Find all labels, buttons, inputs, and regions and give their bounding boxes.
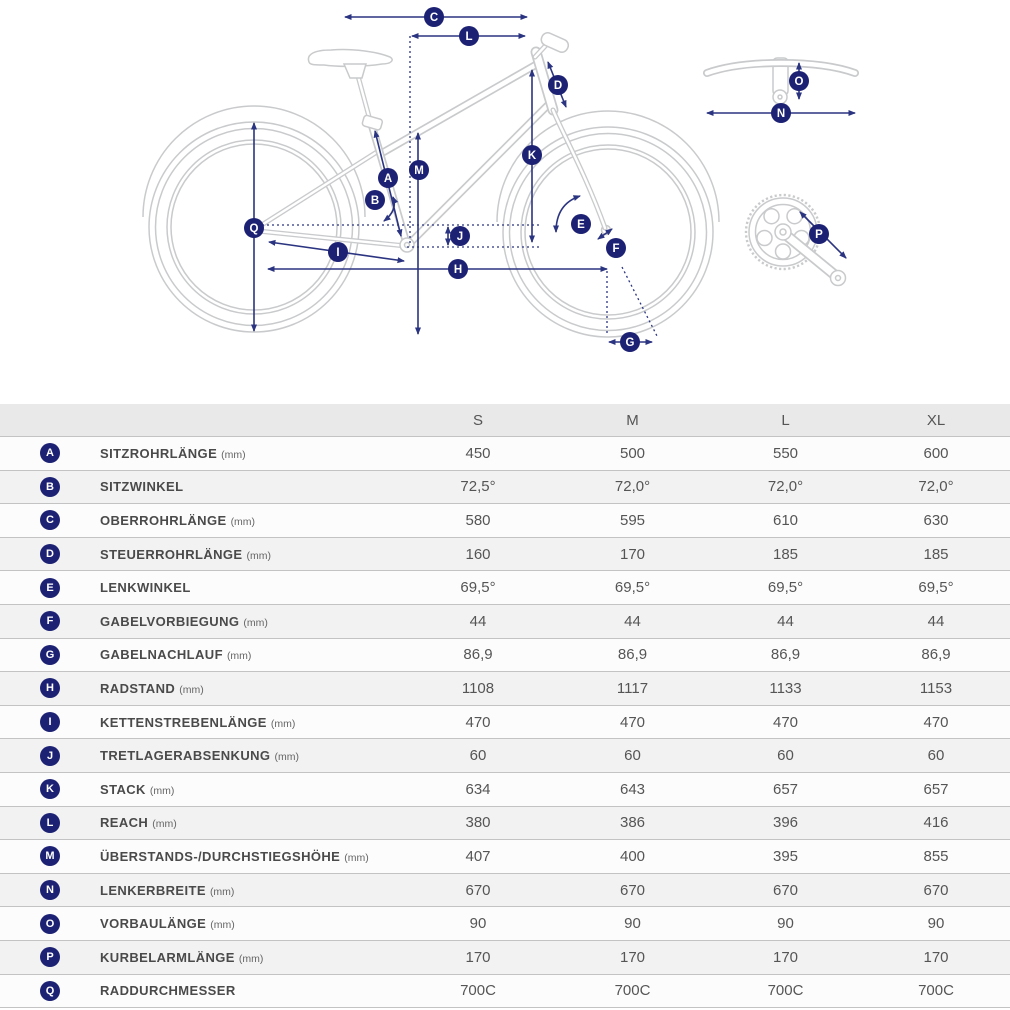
col-header-l: L — [781, 411, 790, 429]
row-unit: (mm) — [179, 683, 204, 696]
handlebar-top-view — [707, 58, 855, 104]
svg-text:C: C — [429, 12, 439, 24]
cell-l-s: 380 — [465, 814, 491, 832]
row-label: LENKWINKEL — [100, 580, 191, 596]
cell-m-s: 407 — [465, 847, 491, 865]
row-label: LENKERBREITE — [100, 882, 206, 898]
row-unit: (mm) — [149, 784, 175, 797]
row-label: SITZROHRLÄNGE — [100, 445, 218, 461]
row-letter-badge: A — [40, 443, 60, 463]
row-label: VORBAULÄNGE — [100, 916, 207, 932]
col-header-s: S — [472, 411, 483, 429]
cell-q-l: 700C — [767, 982, 804, 1000]
cell-k-s: 634 — [465, 780, 491, 798]
crankset — [746, 195, 846, 286]
cell-l-xl: 416 — [923, 814, 949, 832]
table-row — [0, 537, 1010, 571]
row-letter-badge: P — [40, 947, 60, 967]
row-unit: (mm) — [246, 549, 272, 562]
cell-o-s: 90 — [469, 915, 487, 933]
pedal-eye — [831, 271, 846, 286]
cell-p-m: 170 — [619, 948, 646, 966]
cell-b-m: 72,0° — [614, 478, 651, 496]
row-letter-badge: H — [40, 678, 60, 698]
diagram-marker-a — [378, 168, 398, 188]
crank-spindle — [775, 224, 791, 240]
table-row — [0, 470, 1010, 504]
cell-f-m: 44 — [624, 612, 641, 630]
cell-c-s: 580 — [465, 511, 491, 529]
cell-a-m: 500 — [619, 444, 646, 462]
front-wheel — [497, 111, 719, 337]
diagram-marker-d — [548, 75, 568, 95]
cell-o-xl: 90 — [927, 915, 945, 933]
svg-text:J: J — [456, 231, 464, 243]
cell-p-l: 170 — [772, 948, 799, 966]
cell-g-l: 86,9 — [770, 646, 801, 664]
cell-k-xl: 657 — [923, 780, 949, 798]
cell-l-l: 396 — [772, 814, 799, 832]
row-label: REACH — [100, 815, 149, 831]
row-label: STACK — [100, 781, 146, 797]
svg-text:N: N — [776, 108, 786, 120]
row-letter-badge: D — [40, 544, 60, 564]
table-row — [0, 873, 1010, 907]
cell-o-l: 90 — [777, 915, 794, 933]
table-row — [0, 671, 1010, 705]
table-row — [0, 839, 1010, 873]
cell-q-s: 700C — [460, 982, 496, 1000]
diagram-marker-l — [459, 26, 479, 46]
cell-e-l: 69,5° — [767, 579, 804, 597]
row-letter-badge: C — [40, 510, 60, 530]
cell-g-s: 86,9 — [463, 646, 493, 664]
row-letter-badge: I — [40, 712, 60, 732]
cell-d-xl: 185 — [923, 545, 949, 563]
row-label: STEUERROHRLÄNGE — [100, 546, 243, 562]
table-row — [0, 940, 1010, 974]
cell-g-m: 86,9 — [617, 646, 648, 664]
table-row — [0, 604, 1010, 638]
svg-text:I: I — [336, 247, 340, 259]
cell-f-s: 44 — [469, 612, 487, 630]
row-label: GABELNACHLAUF — [100, 647, 223, 663]
col-header-xl: XL — [926, 411, 946, 429]
row-label: KURBELARMLÄNGE — [100, 949, 235, 965]
cell-e-xl: 69,5° — [918, 579, 954, 597]
row-unit: (mm) — [221, 448, 246, 461]
cell-d-l: 185 — [772, 545, 799, 563]
diagram-marker-f — [606, 238, 626, 258]
cell-q-xl: 700C — [918, 982, 954, 1000]
row-unit: (mm) — [152, 818, 177, 831]
diagram-marker-n — [771, 103, 791, 123]
table-row — [0, 436, 1010, 470]
cell-j-xl: 60 — [927, 747, 945, 765]
cell-c-xl: 630 — [923, 511, 949, 529]
row-unit: (mm) — [209, 885, 235, 898]
cell-m-xl: 855 — [923, 847, 949, 865]
svg-text:B: B — [370, 195, 380, 207]
cell-n-s: 670 — [465, 881, 491, 899]
row-label: TRETLAGERABSENKUNG — [100, 748, 271, 764]
table-row — [0, 738, 1010, 772]
cell-d-s: 160 — [465, 545, 491, 563]
diagram-marker-h — [448, 259, 468, 279]
row-unit: (mm) — [238, 952, 264, 965]
cell-j-l: 60 — [777, 747, 794, 765]
row-unit: (mm) — [230, 515, 256, 528]
cell-e-m: 69,5° — [614, 579, 651, 597]
cell-l-m: 386 — [619, 814, 646, 832]
row-letter-badge: B — [40, 477, 60, 497]
row-label: RADDURCHMESSER — [100, 983, 236, 999]
row-letter-badge: E — [40, 578, 60, 598]
diagram-marker-m — [409, 160, 429, 180]
row-letter-badge: J — [40, 746, 60, 766]
row-label: KETTENSTREBENLÄNGE — [100, 714, 267, 730]
svg-text:G: G — [625, 337, 635, 349]
svg-text:Q: Q — [249, 223, 259, 235]
cell-i-xl: 470 — [923, 713, 949, 731]
cell-b-xl: 72,0° — [918, 478, 954, 496]
diagram-marker-c — [424, 7, 444, 27]
row-letter-badge: L — [40, 813, 60, 833]
row-unit: (mm) — [210, 919, 235, 932]
row-letter-badge: K — [40, 779, 60, 799]
cell-f-xl: 44 — [927, 612, 945, 630]
svg-text:F: F — [612, 243, 620, 255]
col-header-m: M — [626, 411, 639, 429]
diagram-marker-p — [809, 224, 829, 244]
cell-i-m: 470 — [619, 713, 646, 731]
cell-n-m: 670 — [619, 881, 646, 899]
cell-d-m: 170 — [619, 545, 646, 563]
row-letter-badge: N — [40, 880, 60, 900]
row-unit: (mm) — [243, 616, 268, 629]
table-row — [0, 503, 1010, 537]
cell-i-s: 470 — [465, 713, 491, 731]
cell-n-xl: 670 — [923, 881, 949, 899]
saddle-clamp-head — [344, 64, 366, 78]
row-letter-badge: Q — [40, 981, 60, 1001]
table-row — [0, 772, 1010, 806]
table-body — [0, 436, 1010, 1007]
cell-h-m: 1117 — [616, 679, 649, 697]
cell-j-m: 60 — [624, 747, 641, 765]
diagram-marker-i — [328, 242, 348, 262]
row-unit: (mm) — [274, 751, 299, 764]
cell-b-s: 72,5° — [460, 478, 496, 496]
cell-p-s: 170 — [465, 948, 491, 966]
row-letter-badge: F — [40, 611, 60, 631]
svg-text:L: L — [465, 31, 473, 43]
cell-p-xl: 170 — [923, 948, 949, 966]
diagram-marker-b — [365, 190, 385, 210]
row-unit: (mm) — [226, 650, 252, 663]
cell-m-m: 400 — [619, 847, 646, 865]
table-row — [0, 570, 1010, 604]
svg-text:O: O — [794, 76, 804, 88]
cell-q-m: 700C — [614, 982, 651, 1000]
row-letter-badge: M — [40, 846, 60, 866]
cell-i-l: 470 — [772, 713, 799, 731]
diagram-marker-j — [450, 226, 470, 246]
row-label: RADSTAND — [100, 680, 176, 696]
diagram-marker-e — [571, 214, 591, 234]
cell-m-l: 395 — [772, 847, 799, 865]
diagram-marker-g — [620, 332, 640, 352]
cell-a-s: 450 — [465, 444, 491, 462]
table-header-row — [0, 404, 1010, 436]
table-row — [0, 806, 1010, 840]
svg-text:E: E — [577, 219, 585, 231]
row-unit: (mm) — [344, 851, 369, 864]
diagram-marker-o — [789, 71, 809, 91]
table-row — [0, 638, 1010, 672]
row-label: SITZWINKEL — [100, 479, 184, 495]
svg-text:P: P — [815, 229, 823, 241]
svg-text:K: K — [527, 150, 537, 162]
row-letter-badge: G — [40, 645, 60, 665]
cell-e-s: 69,5° — [460, 579, 496, 597]
cell-f-l: 44 — [777, 612, 794, 630]
row-label: OBERROHRLÄNGE — [100, 512, 227, 528]
svg-text:A: A — [383, 173, 393, 185]
cell-c-l: 610 — [772, 511, 799, 529]
cell-g-xl: 86,9 — [921, 646, 951, 664]
table-row — [0, 705, 1010, 739]
diagram-marker-q — [244, 218, 264, 238]
cell-c-m: 595 — [619, 511, 646, 529]
cell-a-xl: 600 — [923, 444, 949, 462]
table-row — [0, 906, 1010, 940]
cell-k-l: 657 — [772, 780, 799, 798]
bike-geometry-diagram — [0, 0, 1010, 404]
row-label: ÜBERSTANDS-/DURCHSTIEGSHÖHE — [100, 848, 341, 864]
cell-a-l: 550 — [772, 444, 799, 462]
cell-h-s: 1108 — [461, 679, 495, 697]
cell-b-l: 72,0° — [767, 478, 804, 496]
row-label: GABELVORBIEGUNG — [100, 613, 240, 629]
bottom-bracket — [400, 238, 414, 252]
cell-h-l: 1133 — [769, 679, 802, 697]
geometry-table — [0, 404, 1010, 1008]
diagram-marker-k — [522, 145, 542, 165]
cell-h-xl: 1153 — [919, 679, 953, 697]
cell-o-m: 90 — [624, 915, 641, 933]
svg-text:H: H — [453, 264, 463, 276]
table-row — [0, 974, 1010, 1008]
seat-clamp — [362, 115, 383, 131]
cell-j-s: 60 — [469, 747, 487, 765]
cell-k-m: 643 — [619, 780, 646, 798]
svg-text:M: M — [414, 165, 424, 177]
row-letter-badge: O — [40, 914, 60, 934]
row-unit: (mm) — [270, 717, 296, 730]
cell-n-l: 670 — [772, 881, 799, 899]
svg-text:D: D — [553, 80, 563, 92]
